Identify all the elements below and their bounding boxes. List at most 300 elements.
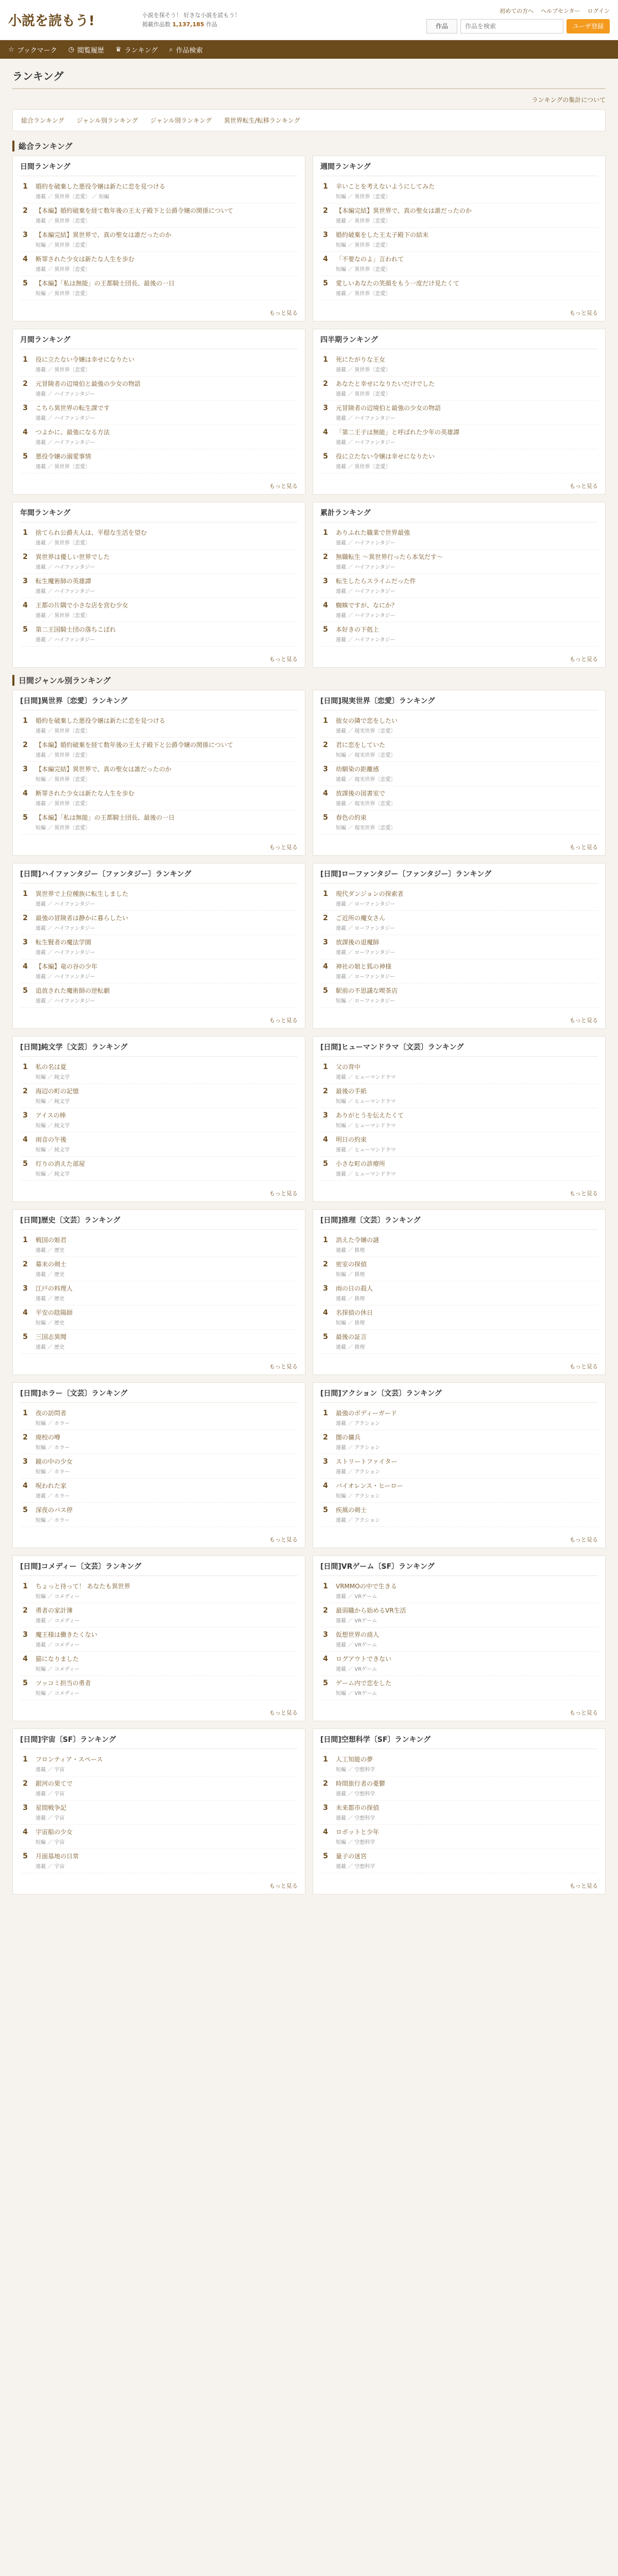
ranking-help-link: ランキングの集計について xyxy=(531,96,606,104)
ranking-list xyxy=(20,887,298,1013)
ranking-item-meta: 連載 ／ ハイファンタジー xyxy=(36,998,95,1004)
more-link[interactable]: もっと見る xyxy=(570,844,598,851)
nav-bookmark[interactable]: ☆ ブックマーク xyxy=(8,45,57,55)
ranking-item xyxy=(20,1132,298,1157)
ranking-item-meta: 連載 ／ ハイファンタジー xyxy=(36,902,95,907)
ranking-item-meta: 連載 ／ ホラー xyxy=(36,1494,70,1499)
ranking-item-body xyxy=(336,1236,598,1253)
ranking-list xyxy=(320,526,598,652)
more-link[interactable]: もっと見る xyxy=(269,310,298,316)
ranking-item-meta: 連載 ／ ハイファンタジー xyxy=(336,565,396,570)
ranking-item-title-link[interactable]: 追放された魔術師の逆転劇 xyxy=(36,987,110,994)
nav-history[interactable]: ◷ 閲覧履歴 xyxy=(68,45,105,55)
ranking-item-body xyxy=(336,255,598,273)
ranking-list xyxy=(320,1406,598,1532)
rank-number: 2 xyxy=(23,1606,28,1615)
ranking-item-meta: 連載 ／ 異世界〔恋愛〕 xyxy=(36,267,91,273)
ranking-item-meta: 連載 ／ ハイファンタジー xyxy=(336,637,396,643)
ranking-item-title-link[interactable]: 【本編】「私は無能」の王都騎士団長、最後の一日 xyxy=(36,814,175,821)
ranking-item-body xyxy=(336,355,598,373)
nav-ranking[interactable]: ♛ ランキング xyxy=(115,45,158,55)
rank-number: 5 xyxy=(323,279,328,287)
ranking-item-meta: 短編 ／ 純文学 xyxy=(36,1075,70,1080)
ranking-item-meta: 連載 ／ ローファンタジー xyxy=(336,926,396,931)
more-link[interactable]: もっと見る xyxy=(570,1709,598,1716)
ranking-item-title-link[interactable]: 未来都市の探偵 xyxy=(336,1804,380,1811)
header-right xyxy=(393,7,610,33)
ranking-item-title-link[interactable]: 婚約を破棄した悪役令嬢は新たに恋を見つける xyxy=(36,183,166,190)
ranking-item-meta: 短編 ／ 異世界〔恋愛〕 xyxy=(336,267,391,273)
ranking-item xyxy=(20,1849,298,1873)
ranking-item-title-link[interactable]: 【本編】婚約破棄を経て数年後の王太子殿下と公爵令嬢の関係について xyxy=(36,207,233,214)
rank-number: 2 xyxy=(23,380,28,388)
ranking-item xyxy=(20,935,298,959)
ranking-item-title-link[interactable]: 君に恋をしていた xyxy=(336,741,386,749)
ranking-item-title-link[interactable]: 小さな町の診療所 xyxy=(336,1160,386,1167)
rank-number: 4 xyxy=(23,789,28,798)
ranking-item-title-link[interactable]: 江戸の料理人 xyxy=(36,1285,73,1292)
ranking-item-title-link[interactable]: 役に立たない令嬢は幸せになりたい xyxy=(336,453,435,460)
ranking-item-meta: 連載 ／ 異世界〔恋愛〕 xyxy=(36,728,91,734)
more-link[interactable]: もっと見る xyxy=(570,310,598,316)
ranking-item-title-link[interactable]: 転生魔術師の英雄譚 xyxy=(36,578,92,585)
ranking-item xyxy=(20,1479,298,1503)
more-link[interactable]: もっと見る xyxy=(269,844,298,851)
ranking-item-meta: 短編 ／ 純文学 xyxy=(36,1123,70,1129)
ranking-item-body xyxy=(36,428,298,446)
ranking-item-title-link[interactable]: 異世界で上位種族に転生しました xyxy=(36,890,129,897)
ranking-item-title-link[interactable]: 密室の探偵 xyxy=(336,1261,367,1268)
ranking-item xyxy=(20,204,298,228)
ranking-item-body xyxy=(36,1755,298,1773)
ranking-item-meta: 連載 ／ 推理 xyxy=(336,1345,365,1350)
ranking-item-body xyxy=(336,404,598,421)
top-link-login[interactable]: ログイン xyxy=(587,7,610,14)
ranking-item-title-link[interactable]: 月面基地の日常 xyxy=(36,1853,79,1860)
ranking-card xyxy=(313,1728,606,1894)
ranking-item-body xyxy=(36,1433,298,1451)
rank-number: 3 xyxy=(323,1111,328,1120)
ranking-item-title-link[interactable]: ツッコミ担当の勇者 xyxy=(36,1680,91,1687)
ranking-item-title-link[interactable]: 「第二王子は無能」と呼ばれた少年の英雄譚 xyxy=(336,429,460,436)
ranking-item-title-link[interactable]: 最後の手紙 xyxy=(336,1088,367,1095)
ranking-item xyxy=(320,550,598,574)
rank-number: 2 xyxy=(23,1087,28,1095)
ranking-item-meta: 連載 ／ VRゲーム xyxy=(336,1618,377,1624)
more-link[interactable]: もっと見る xyxy=(570,1883,598,1889)
rank-number: 1 xyxy=(23,355,28,364)
ranking-item xyxy=(20,1825,298,1849)
ranking-item-meta: 短編 ／ 現実世界〔恋愛〕 xyxy=(336,753,396,758)
ranking-item-meta: 短編 ／ ヒューマンドラマ xyxy=(336,1099,396,1105)
section-title: 日間ジャンル別ランキング xyxy=(12,675,606,686)
ranking-item-title-link[interactable]: 「不要なのよ」言われて xyxy=(336,256,404,263)
ranking-item-body xyxy=(336,1506,598,1523)
rank-number: 2 xyxy=(23,207,28,215)
ranking-item-body xyxy=(36,914,298,931)
ranking-item-title-link[interactable]: 仮想世界の商人 xyxy=(336,1631,380,1638)
rank-number: 5 xyxy=(23,814,28,822)
ranking-item-title-link[interactable]: 最後の証言 xyxy=(336,1333,367,1341)
ranking-item-body xyxy=(36,1828,298,1845)
ranking-item-title-link[interactable]: 廃校の噂 xyxy=(36,1434,61,1441)
ranking-item-title-link[interactable]: 転生したらスライムだった件 xyxy=(336,578,416,585)
rank-number: 2 xyxy=(323,1780,328,1788)
rank-number: 4 xyxy=(23,1482,28,1490)
ranking-item-title-link[interactable]: 無職転生 ～異世界行ったら本気だす～ xyxy=(336,553,443,561)
ranking-item-meta: 連載 ／ 歴史 xyxy=(36,1248,65,1253)
more-link[interactable]: もっと見る xyxy=(570,1363,598,1370)
rank-number: 1 xyxy=(323,1236,328,1244)
ranking-item-meta: 短編 ／ コメディー xyxy=(36,1667,80,1672)
ranking-item-meta: 短編 ／ 宇宙 xyxy=(36,1840,65,1845)
ranking-item-title-link[interactable]: 放課後の退魔師 xyxy=(336,939,380,946)
ranking-item-title-link[interactable]: バイオレンス・ヒーロー xyxy=(336,1482,403,1489)
ranking-item-title-link[interactable]: 星間戦争記 xyxy=(36,1804,67,1811)
ranking-item-body xyxy=(36,452,298,470)
ranking-item xyxy=(320,1628,598,1652)
ranking-item-title-link[interactable]: 愛しいあなたの笑顔をもう一度だけ見たくて xyxy=(336,280,460,287)
rank-number: 3 xyxy=(23,577,28,585)
ranking-item-body xyxy=(36,1409,298,1427)
ranking-item-title-link[interactable]: 最強のボディーガード xyxy=(336,1410,397,1417)
user-register-button[interactable]: ユーザ登録 xyxy=(566,19,610,33)
ranking-item xyxy=(20,1157,298,1181)
ranking-item-title-link[interactable]: 深夜のバス停 xyxy=(36,1506,73,1514)
ranking-item-meta: 短編 ／ ホラー xyxy=(36,1469,70,1475)
ranking-item-body xyxy=(36,207,298,224)
ranking-item-title-link[interactable]: 王都の片隅で小さな店を営む少女 xyxy=(36,602,129,609)
ranking-item-title-link[interactable]: ロボットと少年 xyxy=(336,1828,380,1836)
ranking-item-meta: 短編 ／ ローファンタジー xyxy=(336,998,396,1004)
ranking-item xyxy=(320,935,598,959)
ranking-item-title-link[interactable]: 明日の約束 xyxy=(336,1136,367,1143)
ranking-item-title-link[interactable]: 婚約を破棄した悪役令嬢は新たに恋を見つける xyxy=(36,717,166,724)
ranking-item-body xyxy=(336,1679,598,1697)
ranking-item-body xyxy=(336,428,598,446)
ranking-item-title-link[interactable]: 役に立たない令嬢は幸せになりたい xyxy=(36,356,135,363)
more-link[interactable]: もっと見る xyxy=(269,1536,298,1543)
ranking-item-title-link[interactable]: 【本編】竜の谷の少年 xyxy=(36,963,98,970)
ranking-item-meta: 短編 ／ ホラー xyxy=(36,1518,70,1523)
rank-number: 4 xyxy=(23,1655,28,1663)
ranking-item-title-link[interactable]: 戦国の姫君 xyxy=(36,1236,67,1244)
ranking-item-body xyxy=(336,380,598,397)
rank-number: 3 xyxy=(23,404,28,412)
rank-number: 1 xyxy=(323,1409,328,1417)
ranking-item-title-link[interactable]: ありふれた職業で世界最強 xyxy=(336,529,410,536)
ranking-list xyxy=(320,1752,598,1878)
ranking-item-title-link[interactable]: 消えた令嬢の謎 xyxy=(336,1236,380,1244)
more-link[interactable]: もっと見る xyxy=(570,1017,598,1024)
ranking-item-title-link[interactable]: 呪われた家 xyxy=(36,1482,67,1489)
ranking-item-meta: 連載 ／ VRゲーム xyxy=(336,1594,377,1600)
ranking-item-title-link[interactable]: 神社の娘と狐の神様 xyxy=(336,963,392,970)
ranking-item xyxy=(320,1108,598,1132)
more-link[interactable]: もっと見る xyxy=(269,483,298,489)
rank-number: 2 xyxy=(323,1260,328,1268)
ranking-list xyxy=(320,1233,598,1359)
rank-number: 2 xyxy=(23,1260,28,1268)
ranking-item xyxy=(320,179,598,204)
ranking-item xyxy=(320,526,598,550)
ranking-item-title-link[interactable]: 父の背中 xyxy=(336,1063,361,1071)
ranking-item-meta: 連載 ／ 空想科学 xyxy=(336,1791,375,1797)
ranking-item-body xyxy=(336,279,598,297)
ranking-item-title-link[interactable]: 夜の訪問者 xyxy=(36,1410,67,1417)
rank-number: 4 xyxy=(323,789,328,798)
ranking-list xyxy=(320,887,598,1013)
ranking-item-title-link[interactable]: 銀河の果てで xyxy=(36,1780,73,1787)
ranking-item-body xyxy=(336,741,598,758)
ranking-item-title-link[interactable]: 猫になりました xyxy=(36,1655,79,1663)
ranking-item-body xyxy=(336,1087,598,1105)
ranking-item-title-link[interactable]: 幼馴染の距離感 xyxy=(336,766,380,773)
ranking-list xyxy=(20,1752,298,1878)
ranking-card-title: [日間]ヒューマンドラマ〔文芸〕ランキング xyxy=(320,1042,598,1057)
ranking-item-title-link[interactable]: アイスの棒 xyxy=(36,1112,66,1119)
ranking-card-title: 日間ランキング xyxy=(20,161,298,176)
ranking-item-title-link[interactable]: 闇の傭兵 xyxy=(336,1434,361,1441)
more-link[interactable]: もっと見る xyxy=(269,656,298,663)
ranking-item-meta: 連載 ／ アクション xyxy=(336,1445,380,1451)
ranking-item-meta: 連載 ／ ローファンタジー xyxy=(336,902,396,907)
ranking-card-title: [日間]ホラー〔文芸〕ランキング xyxy=(20,1388,298,1403)
ranking-item-meta: 短編 ／ 純文学 xyxy=(36,1099,70,1105)
ranking-card xyxy=(313,1036,606,1202)
ranking-item xyxy=(320,738,598,762)
ranking-item-title-link[interactable]: 鏡の中の少女 xyxy=(36,1458,73,1465)
ranking-item xyxy=(320,1430,598,1454)
search-type-select[interactable]: 作品 xyxy=(426,19,457,33)
rank-number: 5 xyxy=(23,1160,28,1168)
ranking-item xyxy=(20,179,298,204)
ranking-card xyxy=(12,156,305,321)
ranking-item-title-link[interactable]: 断罪された少女は新たな人生を歩む xyxy=(36,790,135,797)
rank-number: 5 xyxy=(323,1506,328,1514)
ranking-item-body xyxy=(336,1136,598,1153)
tab-isekai[interactable]: 異世界転生/転移ランキング xyxy=(224,117,300,124)
ranking-item xyxy=(320,1132,598,1157)
more-link[interactable]: もっと見る xyxy=(269,1883,298,1889)
more-link[interactable]: もっと見る xyxy=(269,1363,298,1370)
ranking-item-title-link[interactable]: 死にたがりな王女 xyxy=(336,356,386,363)
more-link[interactable]: もっと見る xyxy=(269,1017,298,1024)
ranking-item xyxy=(320,1257,598,1281)
ranking-item-title-link[interactable]: ストリートファイター xyxy=(336,1458,398,1465)
more-link[interactable]: もっと見る xyxy=(570,656,598,663)
ranking-item-title-link[interactable]: VRMMOの中で生きる xyxy=(336,1583,397,1590)
ranking-item xyxy=(320,1060,598,1084)
ranking-item xyxy=(20,1454,298,1479)
ranking-item-meta: 連載 ／ ハイファンタジー xyxy=(36,589,95,595)
ranking-item-title-link[interactable]: ゲーム内で恋をした xyxy=(336,1680,392,1687)
ranking-item-meta: 短編 ／ ホラー xyxy=(36,1421,70,1427)
ranking-item-title-link[interactable]: 幕末の剣士 xyxy=(36,1261,67,1268)
rank-number: 4 xyxy=(323,601,328,609)
ranking-item-title-link[interactable]: 最弱職から始めるVR生活 xyxy=(336,1607,406,1614)
ranking-item-meta: 連載 ／ 歴史 xyxy=(36,1272,65,1278)
ranking-item-title-link[interactable]: 魔王様は働きたくない xyxy=(36,1631,98,1638)
ranking-item-title-link[interactable]: 平安の陰陽師 xyxy=(36,1309,73,1316)
ranking-item-title-link[interactable]: 第二王国騎士団の落ちこぼれ xyxy=(36,626,116,633)
ranking-item-body xyxy=(336,1111,598,1129)
ranking-card-title: 累計ランキング xyxy=(320,507,598,522)
ranking-item-title-link[interactable]: 疾風の剣士 xyxy=(336,1506,367,1514)
search-input[interactable] xyxy=(460,19,563,33)
rank-number: 3 xyxy=(23,938,28,946)
ranking-list xyxy=(20,179,298,306)
more-link[interactable]: もっと見る xyxy=(570,1190,598,1197)
ranking-item-title-link[interactable]: 断罪された少女は新たな人生を歩む xyxy=(36,256,135,263)
ranking-item-title-link[interactable]: 辛いことを考えないようにしてみた xyxy=(336,183,435,190)
ranking-item-title-link[interactable]: 宇宙船の少女 xyxy=(36,1828,73,1836)
more-link[interactable]: もっと見る xyxy=(570,1536,598,1543)
ranking-item-body xyxy=(36,1236,298,1253)
ranking-item-body xyxy=(36,1333,298,1350)
ranking-item-title-link[interactable]: 元冒険者の辺境伯と最強の少女の物語 xyxy=(36,380,141,387)
ranking-item-title-link[interactable]: 最強の冒険者は静かに暮らしたい xyxy=(36,914,129,922)
ranking-item-title-link[interactable]: 蜘蛛ですが、なにか？ xyxy=(336,602,398,609)
ranking-item-title-link[interactable]: 放課後の図書室で xyxy=(336,790,386,797)
ranking-tabs xyxy=(12,109,606,131)
ranking-item xyxy=(320,352,598,377)
ranking-item xyxy=(20,1628,298,1652)
ranking-item-title-link[interactable]: 三国志異聞 xyxy=(36,1333,67,1341)
ranking-item-title-link[interactable]: 海辺の町の記憶 xyxy=(36,1088,79,1095)
ranking-item-meta: 連載 ／ ローファンタジー xyxy=(336,950,396,956)
ranking-item xyxy=(20,1676,298,1700)
rank-number: 3 xyxy=(323,1458,328,1466)
ranking-item-title-link[interactable]: 駅前の不思議な喫茶店 xyxy=(336,987,398,994)
site-logo[interactable]: 小説を読もう! xyxy=(8,13,95,29)
top-link-help[interactable]: ヘルプセンター xyxy=(541,7,580,14)
rank-number: 3 xyxy=(323,1804,328,1812)
more-link[interactable]: もっと見る xyxy=(269,1190,298,1197)
ranking-item-meta: 連載 ／ ヒューマンドラマ xyxy=(336,1147,396,1153)
ranking-item-meta: 連載 ／ 異世界〔恋愛〕 xyxy=(36,540,91,546)
ranking-item-title-link[interactable]: こちら異世界の転生課です xyxy=(36,404,110,412)
ranking-item xyxy=(320,204,598,228)
ranking-card xyxy=(12,1036,305,1202)
ranking-item xyxy=(320,1479,598,1503)
ranking-item-title-link[interactable]: 【本編完結】異世界で、真の聖女は誰だったのか xyxy=(336,207,472,214)
ranking-card-title: 月間ランキング xyxy=(20,334,298,349)
ranking-card-title: [日間]ローファンタジー〔ファンタジー〕ランキング xyxy=(320,869,598,884)
ranking-item-title-link[interactable]: 【本編】婚約破棄を経て数年後の王太子殿下と公爵令嬢の関係について xyxy=(36,741,233,749)
ranking-item xyxy=(320,1157,598,1181)
tab-overall[interactable]: 総合ランキング xyxy=(21,117,64,124)
rank-number: 5 xyxy=(23,1852,28,1860)
ranking-item-title-link[interactable]: 【本編】「私は無能」の王都騎士団長、最後の一日 xyxy=(36,280,175,287)
ranking-item-title-link[interactable]: 量子の迷宮 xyxy=(336,1853,367,1860)
ranking-item-meta: 連載 ／ ハイファンタジー xyxy=(336,589,396,595)
ranking-item-title-link[interactable]: 灯りの消えた部屋 xyxy=(36,1160,85,1167)
ranking-item-title-link[interactable]: ちょっと待って！ あなたも異世界 xyxy=(36,1583,130,1590)
ranking-item-title-link[interactable]: 異世界は優しい世界でした xyxy=(36,553,110,561)
ranking-item-meta: 連載 ／ コメディー xyxy=(36,1618,80,1624)
more-link[interactable]: もっと見る xyxy=(269,1709,298,1716)
ranking-item-title-link[interactable]: 勇者の家計簿 xyxy=(36,1607,73,1614)
ranking-item-title-link[interactable]: 【本編完結】異世界で、真の聖女は誰だったのか xyxy=(36,231,171,239)
ranking-card-title: [日間]コメディー〔文芸〕ランキング xyxy=(20,1561,298,1576)
nav-search[interactable]: ⌕ 作品検索 xyxy=(169,45,203,55)
ranking-item xyxy=(20,714,298,738)
ranking-card-title: [日間]VRゲーム〔SF〕ランキング xyxy=(320,1561,598,1576)
ranking-item-body xyxy=(36,577,298,595)
ranking-item-body xyxy=(336,553,598,570)
ranking-item-title-link[interactable]: 悪役令嬢の溺愛事情 xyxy=(36,453,92,460)
ranking-item-body xyxy=(336,1606,598,1624)
ranking-card-title: 四半期ランキング xyxy=(320,334,598,349)
ranking-item-body xyxy=(336,1284,598,1302)
ranking-item xyxy=(320,911,598,935)
ranking-item-body xyxy=(336,1309,598,1326)
ranking-item-title-link[interactable]: 【本編完結】異世界で、真の聖女は誰だったのか xyxy=(36,766,171,773)
ranking-list xyxy=(320,1579,598,1705)
tab-genre-2[interactable]: ジャンル別ランキング xyxy=(150,117,212,124)
ranking-item-title-link[interactable]: 転生賢者の魔法学園 xyxy=(36,939,92,946)
ranking-item-title-link[interactable]: 人工知能の夢 xyxy=(336,1756,373,1763)
more-link[interactable]: もっと見る xyxy=(570,483,598,489)
ranking-item-meta: 短編 ／ 異世界〔恋愛〕 xyxy=(36,291,91,297)
ranking-item-title-link[interactable]: 名探偵の休日 xyxy=(336,1309,373,1316)
section-title: 総合ランキング xyxy=(12,141,606,151)
ranking-item-title-link[interactable]: 春色の約束 xyxy=(336,814,367,821)
ranking-item-title-link[interactable]: ご近所の魔女さん xyxy=(336,914,386,922)
rank-number: 3 xyxy=(23,765,28,773)
rank-number: 5 xyxy=(23,987,28,995)
ranking-item-title-link[interactable]: フロンティア・スペース xyxy=(36,1756,103,1763)
ranking-item-body xyxy=(36,1260,298,1278)
ranking-item-meta: 連載 ／ 異世界〔恋愛〕 xyxy=(36,801,91,807)
ranking-item-body xyxy=(36,1679,298,1697)
ranking-item-title-link[interactable]: 捨てられ公爵夫人は、平穏な生活を望む xyxy=(36,529,147,536)
ranking-list xyxy=(20,352,298,479)
ranking-item-title-link[interactable]: あなたと幸せになりたいだけでした xyxy=(336,380,435,387)
ranking-item-meta: 短編 ／ 異世界〔恋愛〕 xyxy=(336,194,391,200)
ranking-item-body xyxy=(336,1409,598,1427)
tab-genre[interactable]: ジャンル別ランキング xyxy=(76,117,138,124)
ranking-item-body xyxy=(36,814,298,831)
ranking-item-title-link[interactable]: 元冒険者の辺境伯と最強の少女の物語 xyxy=(336,404,441,412)
rank-number: 5 xyxy=(323,1852,328,1860)
ranking-item-title-link[interactable]: 雨音の午後 xyxy=(36,1136,67,1143)
ranking-card-title: 週間ランキング xyxy=(320,161,598,176)
ranking-item-title-link[interactable]: ありがとうを伝えたくて xyxy=(336,1112,404,1119)
ranking-item-title-link[interactable]: 時間旅行者の憂鬱 xyxy=(336,1780,386,1787)
ranking-item-body xyxy=(36,1780,298,1797)
ranking-item xyxy=(20,1330,298,1354)
ranking-item-meta: 連載 ／ 歴史 xyxy=(36,1296,65,1302)
ranking-item-title-link[interactable]: 現代ダンジョンの探索者 xyxy=(336,890,404,897)
top-link-beginner[interactable]: 初めての方へ xyxy=(500,7,534,14)
ranking-item-title-link[interactable]: つよかに、最強になる方法 xyxy=(36,429,110,436)
rank-number: 3 xyxy=(323,938,328,946)
ranking-item-title-link[interactable]: 雨の日の殺人 xyxy=(336,1285,373,1292)
ranking-item-title-link[interactable]: ログアウトできない xyxy=(336,1655,392,1663)
ranking-card xyxy=(12,1209,305,1375)
ranking-item-title-link[interactable]: 私の名は夏 xyxy=(36,1063,67,1071)
ranking-item-title-link[interactable]: 彼女の隣で恋をしたい xyxy=(336,717,398,724)
ranking-item-title-link[interactable]: 本好きの下剋上 xyxy=(336,626,380,633)
ranking-item-title-link[interactable]: 婚約破棄をした王太子殿下の結末 xyxy=(336,231,429,239)
ranking-item-meta: 連載 ／ ハイファンタジー xyxy=(336,440,396,446)
ranking-item-body xyxy=(336,1333,598,1350)
ranking-card-title: [日間]アクション〔文芸〕ランキング xyxy=(320,1388,598,1403)
ranking-card-title: [日間]推理〔文芸〕ランキング xyxy=(320,1215,598,1230)
ranking-card xyxy=(313,690,606,856)
